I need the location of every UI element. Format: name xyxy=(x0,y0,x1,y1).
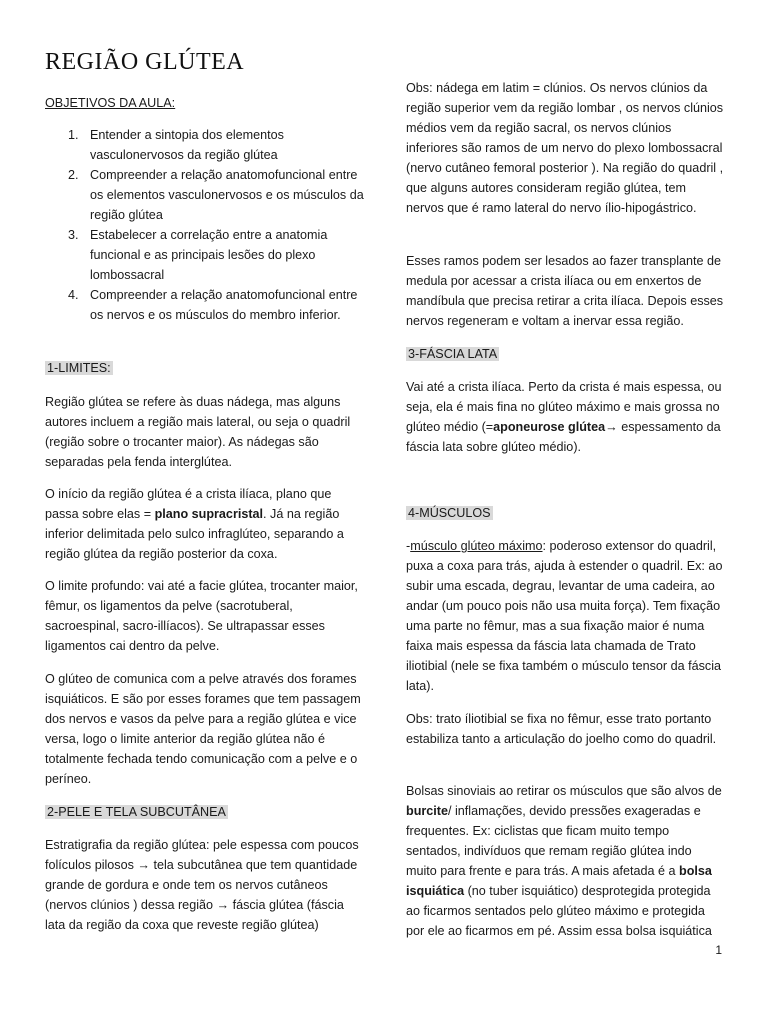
objetivos-list xyxy=(45,125,365,325)
list-item: 1. Entender a sintopia dos elementos vasculonervosos da região glútea xyxy=(68,128,284,162)
page-number: 1 xyxy=(715,943,722,957)
objetivos-heading: OBJETIVOS DA AULA: xyxy=(45,96,176,110)
list-item: 4. Compreender a relação anatomofuncional entre os nervos e os músculos do membro inferior. xyxy=(68,288,358,322)
limites-paragraph-1: Região glútea se refere às duas nádega, mas alguns autores incluem a região mais lateral, ou seja o quadril (região sobre o trocanter maior). As nádegas são separadas pela fenda interglútea. xyxy=(45,395,351,469)
musculos-heading: 4-MÚSCULOS xyxy=(408,506,491,520)
limites-heading: 1-LIMITES: xyxy=(47,361,111,375)
fascia-heading: 3-FÁSCIA LATA xyxy=(408,347,498,361)
limites-paragraph-2: O início da região glútea é a crista ilíaca, plano que passa sobre elas = plano supracristal. Já na região inferior delimitada pelo sulco infraglúteo, separando a região glútea da região posterior da coxa. xyxy=(45,487,344,561)
musculos-paragraph-1: -músculo glúteo máximo: poderoso extensor do quadril, puxa a coxa para trás, ajuda à estender o quadril. Ex: ao subir uma escada, degrau, levantar de uma cadeira, ao andar (um pouco pois não usa muita força). Tem fixação uma parte no fêmur, mas a sua fixação maior é numa faixa mais espessa da fáscia lata chamada de Trato iliotibial (nele se fixa também o músculo tensor da fáscia lata). xyxy=(406,539,723,693)
musculos-paragraph-2: Obs: trato íliotibial se fixa no fêmur, esse trato portanto estabiliza tanto a articulação do joelho como do quadril. xyxy=(406,712,717,746)
limites-paragraph-3: O limite profundo: vai até a facie glútea, trocanter maior, fêmur, os ligamentos da pelve (sacrotuberal, sacroespinal, sacro-illíacos). Se ultrapassar esses ligamentos cai dentro da pelve. xyxy=(45,579,358,653)
pele-heading: 2-PELE E TELA SUBCUTÂNEA xyxy=(47,805,226,819)
limites-paragraph-4: O glúteo de comunica com a pelve através dos forames isquiáticos. E são por esses forames que tem passagem dos nervos e vasos da pelve para a região glútea e vice versa, logo o limite anterior da região glútea não é totalmente fechada tendo comunicação com a pelve e o períneo. xyxy=(45,672,361,786)
pele-paragraph-1: Estratigrafia da região glútea: pele espessa com poucos folículos pilosos → tela subcutânea que tem quantidade grande de gordura e onde tem os nervos cutâneos (nervos clúnios ) dessa região → fáscia glútea (fáscia lata da região da coxa que reveste região glútea) xyxy=(45,838,359,932)
fascia-paragraph-1: Vai até a crista ilíaca. Perto da crista é mais espessa, ou seja, ela é mais fina no glúteo máximo e mais grossa no glúteo médio (=aponeurose glútea→ espessamento da fáscia lata sobre glúteo médio). xyxy=(406,380,722,454)
obs-paragraph-1: Obs: nádega em latim = clúnios. Os nervos clúnios da região superior vem da região lombar , os nervos clúnios médios vem da região sacral, os nervos clúnios inferiores são ramos de um nervo do plexo lombossacral (nervo cutâneo femoral posterior ). Na região do quadril , que alguns autores consideram região glútea, tem nervos que é ramo lateral do nervo ílio-hipogástrico. xyxy=(406,81,724,215)
obs-paragraph-2: Esses ramos podem ser lesados ao fazer transplante de medula por acessar a crista ilíaca ou em enxertos de mandíbula que precisa retirar a crita ilíaca. Depois esses nervos regeneram e voltam a inervar essa região. xyxy=(406,254,724,328)
musculos-paragraph-3: Bolsas sinoviais ao retirar os músculos que são alvos de burcite/ inflamações, devido pressões exageradas e frequentes. Ex: ciclistas que ficam muito tempo sentados, indivíduos que remam região glútea indo muito para frente e para trás. A mais afetada é a bolsa isquiática (no tuber isquiático) desprotegida protegida ao ficarmos sentados pelo glúteo máximo e protegida por ele ao ficarmos em pé. Assim essa bolsa isquiática xyxy=(406,784,722,938)
list-item: 2. Compreender a relação anatomofuncional entre os elementos vasculonervosos e os músculos da região glútea xyxy=(68,168,364,222)
list-item: 3. Estabelecer a correlação entre a anatomia funcional e as principais lesões do plexo lombossacral xyxy=(68,228,328,282)
page-title: REGIÃO GLÚTEA xyxy=(45,49,245,75)
